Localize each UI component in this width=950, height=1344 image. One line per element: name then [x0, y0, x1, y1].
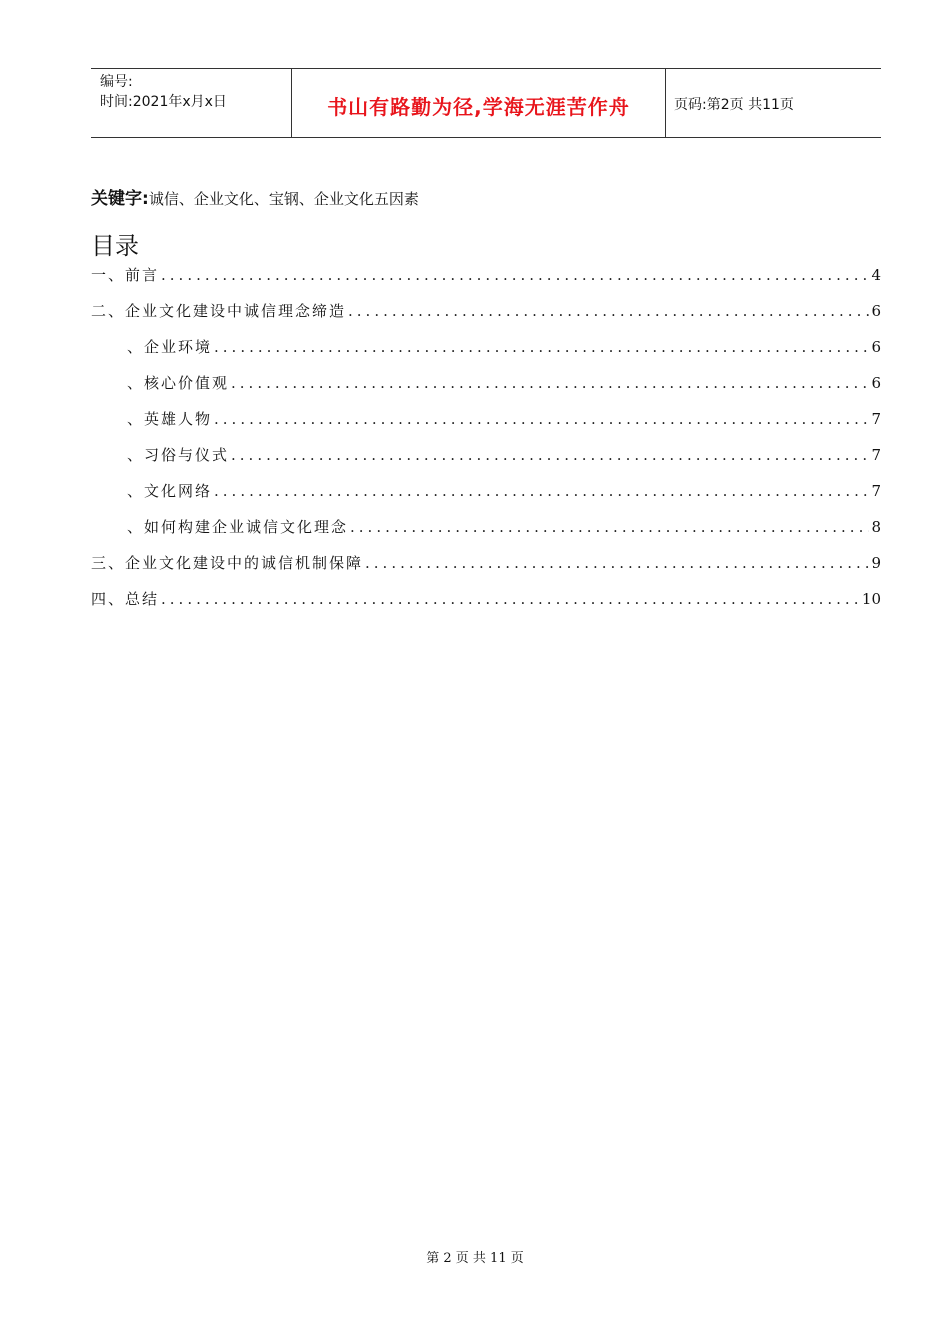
document-time: 时间:2021年x月x日 [100, 94, 227, 110]
toc-title: 目录 [91, 232, 139, 260]
toc-leader-dots [365, 554, 869, 572]
toc-entry-text: 、核心价值观 [127, 374, 230, 392]
toc-entry-text: 三、企业文化建设中的诚信机制保障 [91, 554, 364, 572]
toc-entry[interactable] [91, 588, 881, 624]
header-meta-cell [91, 69, 291, 137]
toc-entry-text: 二、企业文化建设中诚信理念缔造 [91, 302, 347, 320]
toc-entry-text: 、企业环境 [127, 338, 213, 356]
toc-entry-page: 4 [871, 266, 881, 284]
toc-entry[interactable] [91, 300, 881, 336]
toc-entry-page: 6 [871, 374, 881, 392]
toc-entry-text: 、文化网络 [127, 482, 213, 500]
table-of-contents [91, 264, 881, 624]
toc-subentry[interactable] [91, 516, 881, 552]
toc-entry-text: 、习俗与仪式 [127, 446, 230, 464]
keywords-text: 诚信、企业文化、宝钢、企业文化五因素 [148, 190, 419, 208]
toc-entry-page: 7 [871, 446, 881, 464]
toc-entry-text: 四、总结 [91, 590, 160, 608]
toc-subentry[interactable] [91, 480, 881, 516]
page-footer: 第 2 页 共 11 页 [426, 1251, 524, 1266]
toc-leader-dots [214, 482, 869, 500]
toc-subentry[interactable] [91, 408, 881, 444]
toc-leader-dots [214, 338, 869, 356]
toc-leader-dots [231, 446, 869, 464]
keywords-label: 关键字: [91, 189, 149, 209]
toc-subentry[interactable] [91, 372, 881, 408]
toc-leader-dots [348, 302, 869, 320]
toc-entry-page: 9 [871, 554, 881, 572]
toc-leader-dots [161, 590, 860, 608]
toc-entry-text: 、英雄人物 [127, 410, 213, 428]
toc-leader-dots [231, 374, 869, 392]
toc-subentry[interactable] [91, 336, 881, 372]
toc-entry-page: 10 [861, 590, 881, 608]
toc-leader-dots [214, 410, 869, 428]
header-page-info: 页码:第2页 共11页 [674, 97, 794, 113]
toc-entry-page: 7 [871, 482, 881, 500]
toc-subentry[interactable] [91, 444, 881, 480]
toc-entry[interactable] [91, 552, 881, 588]
toc-entry[interactable] [91, 264, 881, 300]
toc-entry-page: 6 [871, 338, 881, 356]
document-number-label: 编号: [100, 74, 133, 90]
header-page-cell [665, 69, 881, 137]
toc-entry-page: 7 [871, 410, 881, 428]
toc-entry-text: 一、前言 [91, 266, 160, 284]
header-motto-cell [291, 69, 666, 137]
toc-leader-dots [350, 518, 869, 536]
toc-entry-text: 、如何构建企业诚信文化理念 [127, 518, 349, 536]
toc-entry-page: 6 [871, 302, 881, 320]
document-header [91, 68, 881, 138]
header-motto: 书山有路勤为径,学海无涯苦作舟 [327, 95, 630, 119]
toc-entry-page: 8 [871, 518, 881, 536]
toc-leader-dots [161, 266, 869, 284]
keywords-line [91, 184, 419, 209]
